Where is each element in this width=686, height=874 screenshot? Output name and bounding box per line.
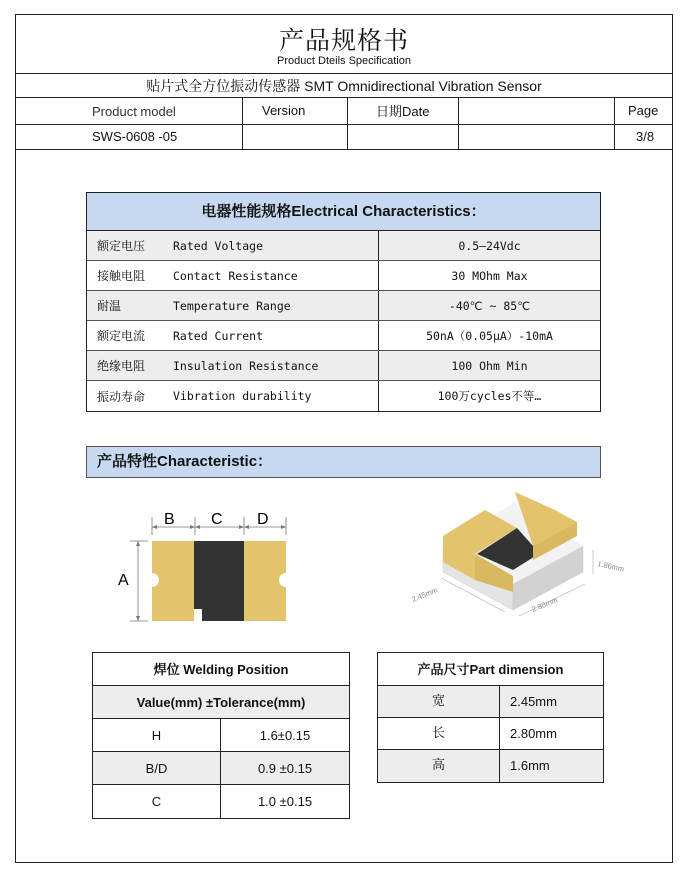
header-divider [16,149,672,150]
header-col-divider [614,97,615,149]
row-label-en: Rated Voltage [173,238,264,253]
header-divider [16,73,672,74]
product-model-label: Product model [92,104,176,119]
table-row [93,785,349,818]
date-label: 日期Date [376,104,430,119]
table-row [93,719,349,752]
dimension-name: 高 [378,750,500,782]
row-value: 100万cycles不等… [437,389,542,403]
welding-name: H [93,719,221,751]
welding-name: B/D [93,752,221,784]
welding-name: C [93,785,221,818]
table-row [378,750,603,782]
table-row [87,261,600,291]
product-line: 贴片式全方位振动传感器 SMT Omnidirectional Vibration Sensor [146,78,542,94]
sensor-body [194,541,244,621]
row-label-en: Rated Current [173,328,264,343]
dimension-value: 2.80mm [510,726,557,741]
welding-value: 0.9 ±0.15 [257,761,313,776]
welding-value: 1.0 ±0.15 [257,794,313,809]
welding-table-title: 焊位 Welding Position [93,653,349,686]
characteristic-heading: 产品特性Characteristic： [86,446,601,478]
table-row [87,291,600,321]
dim-label-a: A [118,572,129,589]
row-value: 50nA（0.05μA）-10mA [426,328,553,343]
left-pad [152,541,194,621]
electrical-table-title: 电器性能规格Electrical Characteristics： [87,193,600,231]
row-value: -40℃ ~ 85℃ [448,298,531,313]
row-value: 100 Ohm Min [451,358,528,373]
row-label-zh: 接触电阻 [97,269,146,283]
row-label-zh: 绝缘电阻 [97,359,146,373]
row-label-zh: 额定电压 [97,239,146,253]
table-row [87,321,600,351]
row-value: 30 MOhm Max [451,268,528,283]
table-row [87,231,600,261]
dimension-value: 1.6mm [510,758,550,773]
row-label-en: Vibration durability [173,389,312,403]
row-label-en: Insulation Resistance [173,358,319,373]
table-row [378,686,603,718]
row-label-zh: 耐温 [97,299,122,313]
product-model-value: SWS-0608 -05 [92,129,178,144]
table-row [93,752,349,785]
dimension-name: 长 [378,718,500,749]
part-dimension-title: 产品尺寸Part dimension [378,653,603,686]
header-col-divider [347,97,348,149]
welding-table-subtitle: Value(mm) ±Tolerance(mm) [93,686,349,719]
dim-height: 1.86mm [596,559,625,574]
page-title: 产品规格书 [278,26,409,55]
table-row [378,718,603,750]
page-subtitle: Product Dteils Specification [277,55,411,67]
package-3d-drawing [405,488,645,628]
table-row [87,381,600,411]
dim-label-c: C [211,511,223,528]
welding-value: 1.6±0.15 [259,728,311,743]
dim-label-d: D [257,511,269,528]
header-col-divider [458,97,459,149]
header-col-divider [242,97,243,149]
welding-pad-diagram [110,505,300,630]
welding-position-table [92,652,350,819]
part-dimension-table [377,652,604,783]
electrical-table [86,192,601,412]
row-label-zh: 振动寿命 [97,389,146,404]
right-pad [244,541,286,621]
electrical-rows [87,231,600,411]
row-value: 0.5—24Vdc [458,238,521,253]
page-value: 3/8 [636,129,655,144]
dimension-name: 宽 [378,686,500,717]
row-label-en: Contact Resistance [173,268,298,283]
dim-width: 2.45mm [410,585,439,604]
dim-label-b: B [164,511,175,528]
dim-length: 2.80mm [530,595,559,614]
row-label-zh: 额定电流 [97,329,146,343]
row-label-en: Temperature Range [173,298,291,313]
page-label: Page [628,103,659,118]
header-divider [16,97,672,98]
version-label: Version [262,103,306,118]
table-row [87,351,600,381]
dimension-value: 2.45mm [510,694,557,709]
